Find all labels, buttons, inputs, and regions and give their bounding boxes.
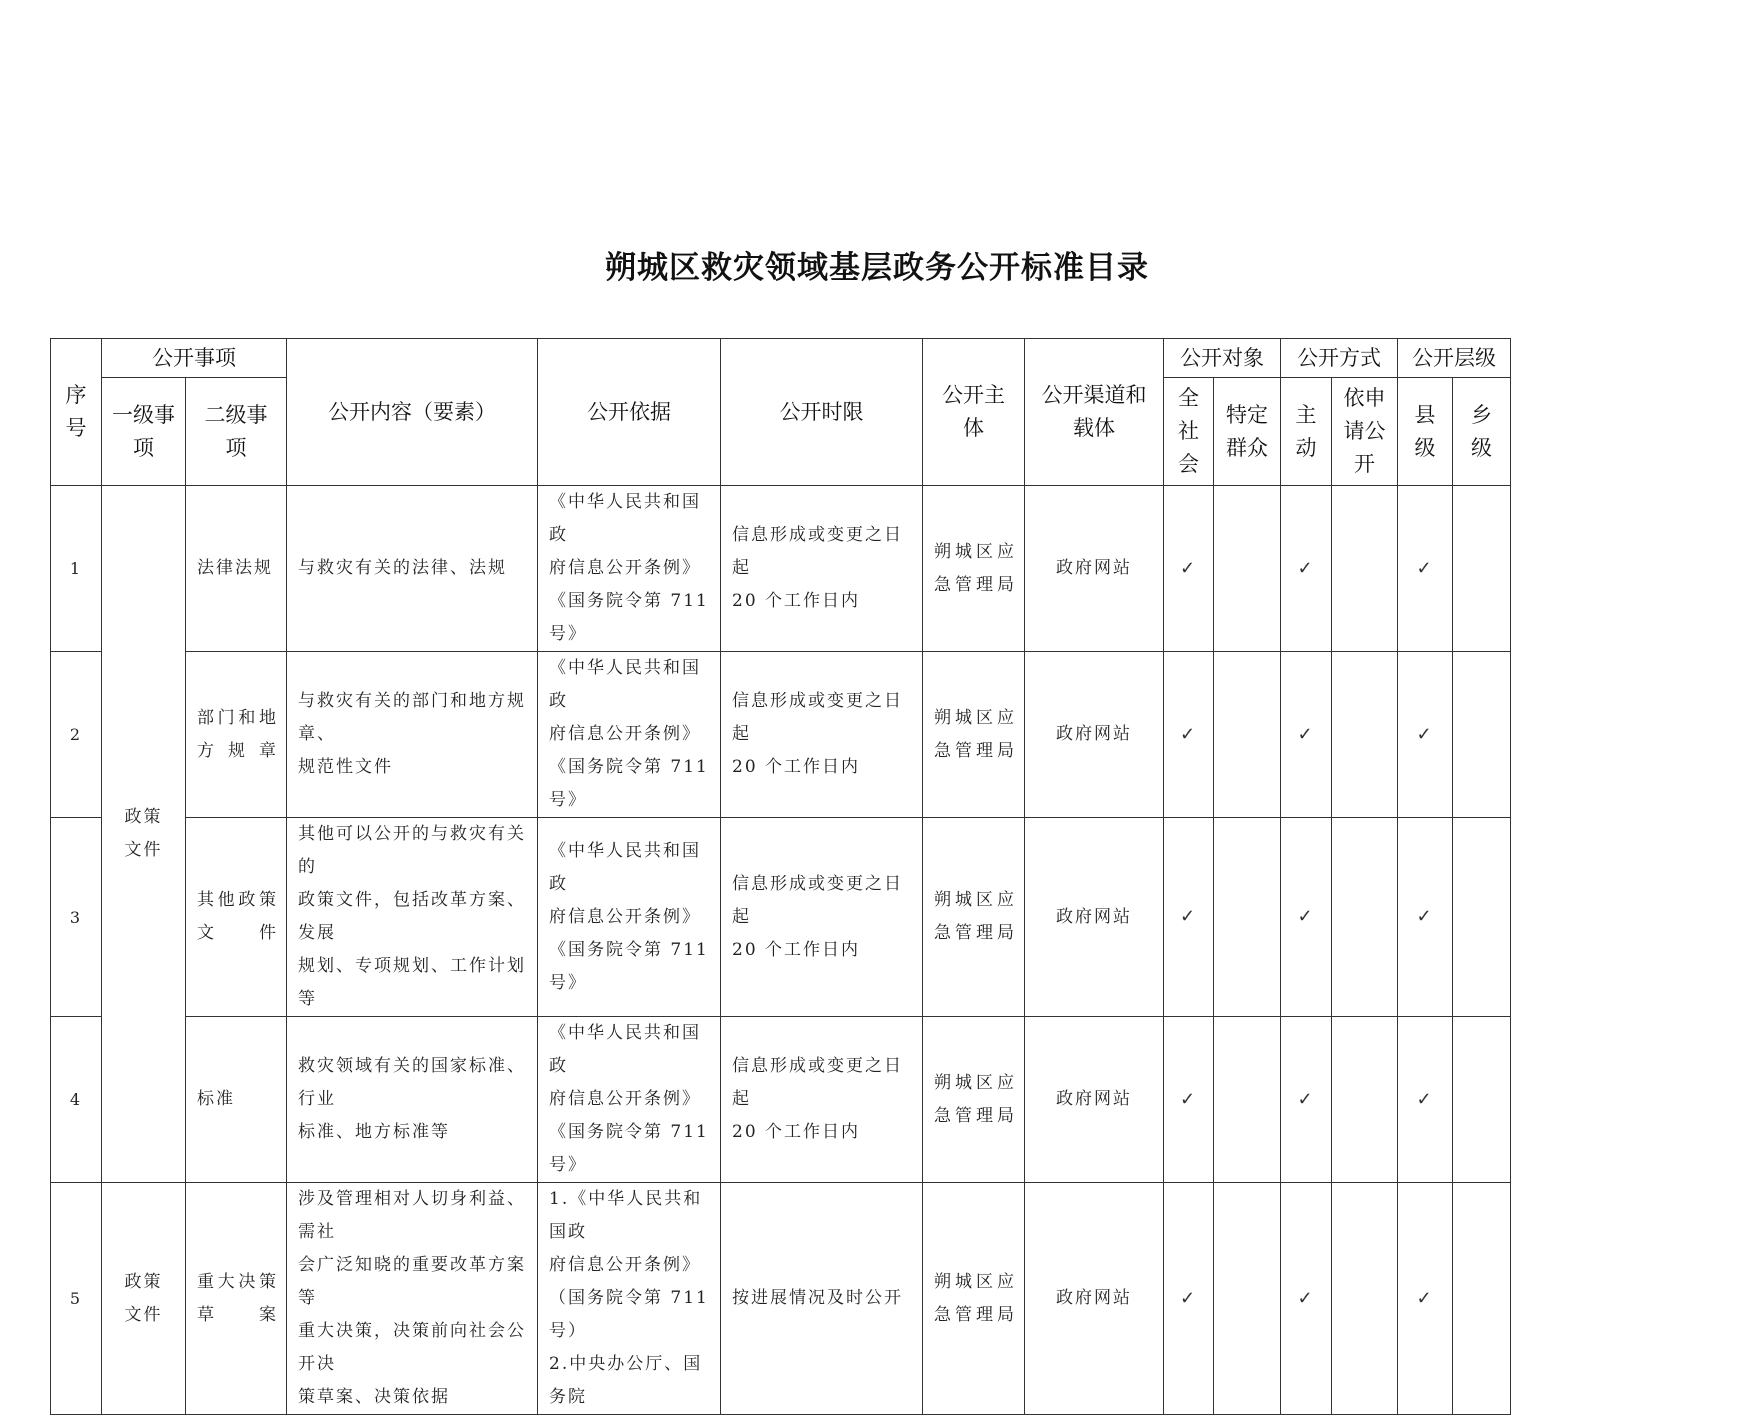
level-town-cell — [1453, 818, 1511, 1017]
time-limit-cell: 信息形成或变更之日起 20 个工作日内 — [721, 486, 923, 652]
table-row — [51, 818, 1511, 1017]
time-limit-cell: 信息形成或变更之日起 20 个工作日内 — [721, 818, 923, 1017]
seq-cell: 3 — [51, 818, 102, 1017]
level1-cell: 政策文件 — [102, 486, 186, 1183]
check-mark-icon: ✓ — [1179, 723, 1198, 745]
basis-cell: 《中华人民共和国政 府信息公开条例》 《国务院令第 711 号》 — [538, 652, 721, 818]
time-limit-cell: 信息形成或变更之日起 20 个工作日内 — [721, 1017, 923, 1183]
level2-cell: 其他政策 文件 — [186, 818, 287, 1017]
basis-cell: 《中华人民共和国政 府信息公开条例》 《国务院令第 711 号》 — [538, 818, 721, 1017]
check-mark-icon: ✓ — [1179, 906, 1198, 927]
seq-cell: 1 — [51, 486, 102, 652]
level-town-cell — [1453, 1183, 1511, 1415]
level-county-cell — [1398, 652, 1453, 818]
header-basis: 公开依据 — [538, 339, 721, 486]
target-specific-cell — [1214, 818, 1281, 1017]
header-target-all: 全社会 — [1164, 378, 1214, 486]
header-method-active: 主动 — [1281, 378, 1332, 486]
seq-cell: 5 — [51, 1183, 102, 1415]
table-row — [51, 1017, 1511, 1183]
level-town-cell — [1453, 1017, 1511, 1183]
header-subject: 公开主体 — [923, 339, 1025, 486]
header-seq: 序号 — [51, 339, 102, 486]
target-all-cell — [1164, 652, 1214, 818]
level-county-cell — [1398, 818, 1453, 1017]
table-row — [51, 1183, 1511, 1415]
header-public-items: 公开事项 — [102, 339, 287, 378]
subject-cell: 朔城区应 急管理局 — [923, 1183, 1025, 1415]
header-level: 公开层级 — [1398, 339, 1511, 378]
level-county-cell — [1398, 486, 1453, 652]
document-title: 朔城区救灾领域基层政务公开标准目录 — [605, 250, 1149, 286]
level2-cell: 部门和地 方规章 — [186, 652, 287, 818]
method-active-cell — [1281, 486, 1332, 652]
header-level-county: 县级 — [1398, 378, 1453, 486]
subject-cell: 朔城区应 急管理局 — [923, 818, 1025, 1017]
check-mark-icon: ✓ — [1297, 906, 1315, 927]
check-mark-icon: ✓ — [1416, 906, 1434, 927]
target-specific-cell — [1214, 486, 1281, 652]
check-mark-icon: ✓ — [1179, 1287, 1198, 1309]
method-active-cell — [1281, 1183, 1332, 1415]
channel-cell: 政府网站 — [1025, 1017, 1164, 1183]
content-cell: 与救灾有关的部门和地方规章、 规范性文件 — [287, 652, 538, 818]
target-specific-cell — [1214, 1017, 1281, 1183]
channel-cell: 政府网站 — [1025, 818, 1164, 1017]
level-town-cell — [1453, 486, 1511, 652]
subject-cell: 朔城区应 急管理局 — [923, 486, 1025, 652]
time-limit-cell: 信息形成或变更之日起 20 个工作日内 — [721, 652, 923, 818]
target-specific-cell — [1214, 1183, 1281, 1415]
header-method: 公开方式 — [1281, 339, 1398, 378]
basis-cell: 《中华人民共和国政 府信息公开条例》 《国务院令第 711 号》 — [538, 1017, 721, 1183]
level2-cell: 标准 — [186, 1017, 287, 1183]
level-county-cell — [1398, 1017, 1453, 1183]
header-time-limit: 公开时限 — [721, 339, 923, 486]
target-all-cell — [1164, 1183, 1214, 1415]
target-all-cell — [1164, 818, 1214, 1017]
level2-cell: 重大决策 草案 — [186, 1183, 287, 1415]
level-town-cell — [1453, 652, 1511, 818]
check-mark-icon: ✓ — [1416, 557, 1434, 579]
header-method-apply: 依申请公开 — [1332, 378, 1398, 486]
header-target: 公开对象 — [1164, 339, 1281, 378]
method-apply-cell — [1332, 818, 1398, 1017]
header-channel: 公开渠道和载体 — [1025, 339, 1164, 486]
content-cell: 与救灾有关的法律、法规 — [287, 486, 538, 652]
content-cell: 救灾领域有关的国家标准、行业 标准、地方标准等 — [287, 1017, 538, 1183]
check-mark-icon: ✓ — [1297, 1088, 1315, 1110]
check-mark-icon: ✓ — [1297, 557, 1315, 579]
target-all-cell — [1164, 486, 1214, 652]
check-mark-icon: ✓ — [1297, 1287, 1315, 1309]
check-mark-icon: ✓ — [1179, 1088, 1198, 1110]
header-target-specific: 特定群众 — [1214, 378, 1281, 486]
level1-cell: 政策文件 — [102, 1183, 186, 1415]
header-content: 公开内容（要素） — [287, 339, 538, 486]
check-mark-icon: ✓ — [1416, 1088, 1434, 1110]
method-apply-cell — [1332, 652, 1398, 818]
check-mark-icon: ✓ — [1179, 557, 1198, 579]
catalog-table — [50, 338, 1511, 1415]
check-mark-icon: ✓ — [1416, 723, 1434, 745]
seq-cell: 2 — [51, 652, 102, 818]
content-cell: 涉及管理相对人切身利益、需社 会广泛知晓的重要改革方案等 重大决策，决策前向社会公开决 策草案、决策依据 — [287, 1183, 538, 1415]
basis-cell: 《中华人民共和国政 府信息公开条例》 《国务院令第 711 号》 — [538, 486, 721, 652]
subject-cell: 朔城区应 急管理局 — [923, 652, 1025, 818]
header-level2: 二级事项 — [186, 378, 287, 486]
table-body — [51, 486, 1511, 1415]
table-header — [51, 339, 1511, 486]
table-row — [51, 652, 1511, 818]
seq-cell: 4 — [51, 1017, 102, 1183]
check-mark-icon: ✓ — [1416, 1287, 1434, 1309]
table-row — [51, 486, 1511, 652]
level-county-cell — [1398, 1183, 1453, 1415]
header-level1: 一级事项 — [102, 378, 186, 486]
channel-cell: 政府网站 — [1025, 652, 1164, 818]
method-apply-cell — [1332, 1017, 1398, 1183]
method-active-cell — [1281, 818, 1332, 1017]
basis-cell: 1.《中华人民共和国政 府信息公开条例》 （国务院令第 711 号） 2.中央办公厅、国务院 — [538, 1183, 721, 1415]
content-cell: 其他可以公开的与救灾有关的 政策文件，包括改革方案、发展 规划、专项规划、工作计划等 — [287, 818, 538, 1017]
header-level-town: 乡级 — [1453, 378, 1511, 486]
method-apply-cell — [1332, 486, 1398, 652]
time-limit-cell: 按进展情况及时公开 — [721, 1183, 923, 1415]
level2-cell: 法律法规 — [186, 486, 287, 652]
check-mark-icon: ✓ — [1297, 723, 1315, 745]
channel-cell: 政府网站 — [1025, 486, 1164, 652]
target-specific-cell — [1214, 652, 1281, 818]
method-active-cell — [1281, 652, 1332, 818]
method-active-cell — [1281, 1017, 1332, 1183]
channel-cell: 政府网站 — [1025, 1183, 1164, 1415]
target-all-cell — [1164, 1017, 1214, 1183]
subject-cell: 朔城区应 急管理局 — [923, 1017, 1025, 1183]
method-apply-cell — [1332, 1183, 1398, 1415]
